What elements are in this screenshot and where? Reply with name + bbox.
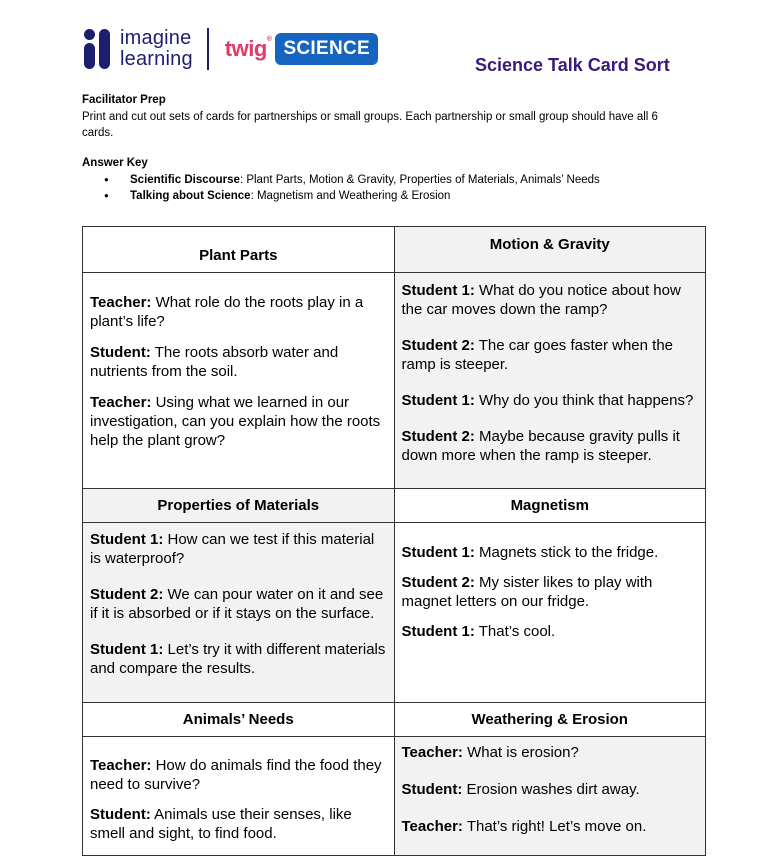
dialogue-line: Teacher: Using what we learned in our investigation, can you explain how the roots help the plant grow?	[90, 394, 381, 449]
card-title-properties-of-materials: Properties of Materials	[83, 489, 395, 523]
dialogue-line: Teacher: That’s right! Let’s move on.	[401, 818, 647, 835]
facilitator-prep-heading: Facilitator Prep	[82, 94, 166, 106]
card-sort-table	[82, 226, 706, 856]
answer-key-list	[82, 172, 600, 204]
dialogue-line: Student 1: That’s cool.	[401, 623, 556, 640]
list-item: ● Scientific Discourse: Plant Parts, Motion & Gravity, Properties of Materials, Animals’ Needs	[82, 172, 600, 188]
dialogue-line: Student 2: Maybe because gravity pulls it down more when the ramp is steeper.	[401, 428, 680, 464]
card-body-animals-needs	[83, 737, 395, 856]
dialogue-line: Teacher: How do animals find the food they need to survive?	[90, 757, 382, 793]
dialogue-line: Student 1: Let’s try it with different materials and compare the results.	[90, 641, 386, 677]
dialogue-line: Student 2: The car goes faster when the ramp is steeper.	[401, 337, 674, 373]
card-body-properties-of-materials	[83, 523, 395, 703]
dialogue-line: Student 2: We can pour water on it and see if it is absorbed or if it stays on the surface.	[90, 586, 384, 622]
dialogue-line: Student 1: How can we test if this material is waterproof?	[90, 531, 375, 567]
dialogue-line: Teacher: What role do the roots play in a plant’s life?	[90, 294, 364, 330]
dialogue-line: Student 2: My sister likes to play with magnet letters on our fridge.	[401, 574, 653, 610]
card-body-magnetism	[394, 523, 706, 703]
dialogue-line: Student: Erosion washes dirt away.	[401, 781, 640, 798]
science-badge: SCIENCE	[275, 33, 378, 65]
dialogue-line: Teacher: What is erosion?	[401, 744, 579, 761]
answer-key-heading: Answer Key	[82, 157, 148, 169]
dialogue-line: Student: The roots absorb water and nutrients from the soil.	[90, 344, 339, 380]
twig-wordmark: twig®	[224, 36, 272, 61]
card-title-magnetism: Magnetism	[394, 489, 706, 523]
imagine-learning-logo-icon	[82, 26, 114, 72]
card-body-weathering-erosion	[394, 737, 706, 856]
card-title-animals-needs: Animals’ Needs	[83, 703, 395, 737]
dialogue-line: Student 1: Magnets stick to the fridge.	[401, 544, 659, 561]
card-title-motion-gravity: Motion & Gravity	[394, 227, 706, 273]
card-title-weathering-erosion: Weathering & Erosion	[394, 703, 706, 737]
card-body-motion-gravity	[394, 273, 706, 489]
card-title-plant-parts: Plant Parts	[83, 227, 395, 273]
imagine-learning-wordmark: imagine learning	[120, 27, 193, 70]
facilitator-prep-text: Print and cut out sets of cards for partnerships or small groups. Each partnership or small group should have all 6 cards.	[82, 111, 658, 139]
imagine-learning-twig-science-logo	[82, 24, 378, 74]
dialogue-line: Student 1: Why do you think that happens?	[401, 392, 694, 409]
dialogue-line: Student: Animals use their senses, like smell and sight, to find food.	[90, 806, 352, 842]
page-title: Science Talk Card Sort	[475, 55, 670, 75]
card-body-plant-parts	[83, 273, 395, 489]
logo-divider	[207, 28, 209, 70]
dialogue-line: Student 1: What do you notice about how the car moves down the ramp?	[401, 282, 681, 318]
list-item: ● Talking about Science: Magnetism and Weathering & Erosion	[82, 188, 600, 204]
